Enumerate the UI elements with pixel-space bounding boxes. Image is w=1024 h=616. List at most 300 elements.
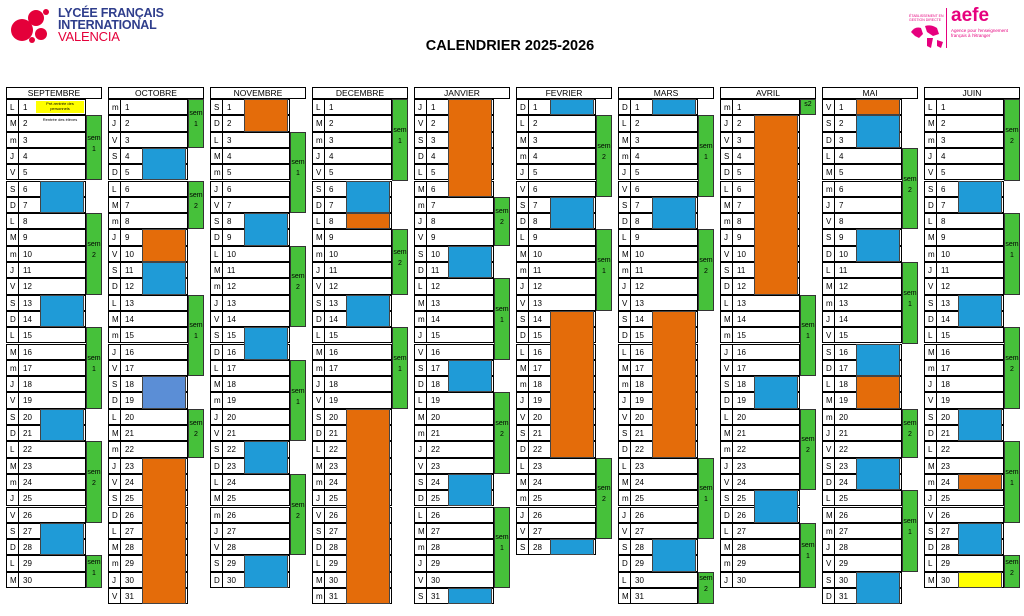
cell-divider [18,230,19,244]
week-label: sem [1005,126,1019,134]
cell-divider [18,345,19,359]
cell-divider [528,459,529,473]
day-number: 12 [941,282,950,292]
day-row [516,295,596,311]
cell-divider [834,198,835,212]
cell-divider [18,279,19,293]
day-row [720,523,800,539]
weekday-letter: m [520,380,527,390]
cell-divider [18,573,19,587]
day-number: 16 [227,347,236,357]
day-row [6,164,86,180]
month-header: OCTOBRE [108,87,204,99]
day-number: 25 [329,494,338,504]
cell-divider [528,475,529,489]
weekday-letter: S [418,135,424,145]
cell-divider [222,377,223,391]
day-number: 4 [125,151,130,161]
cell-divider [18,410,19,424]
week-number: 1 [806,553,810,561]
week-label: sem [597,143,611,151]
day-number: 11 [941,266,950,275]
day-row [516,474,596,490]
weekday-letter: M [724,429,731,438]
weekday-letter: L [724,526,729,536]
month-header: JUIN [924,87,1020,99]
day-number: 28 [329,543,338,553]
weekday-letter: V [316,282,322,292]
day-row [822,539,902,555]
day-number: 14 [431,314,440,324]
day-number: 6 [635,184,640,194]
holiday-block [652,539,696,572]
weekday-letter: L [112,184,117,194]
day-row [924,246,1004,262]
weekday-letter: L [724,184,729,194]
week-marker [86,115,102,180]
weekday-letter: M [316,575,323,585]
cell-divider [426,263,427,277]
day-number: 5 [23,168,28,178]
weekday-letter: D [316,314,322,324]
day-number: 15 [941,331,950,341]
day-number: 17 [737,363,746,373]
week-label: sem [87,240,101,248]
cell-divider [222,345,223,359]
day-row [516,148,596,164]
day-row [414,523,494,539]
cell-divider [426,214,427,228]
day-number: 30 [431,575,440,585]
cell-divider [630,165,631,179]
cell-divider [120,524,121,538]
day-row [108,99,188,115]
cell-divider [120,410,121,424]
weekday-letter: J [10,151,14,161]
weekday-letter: J [418,217,422,227]
day-row [618,458,698,474]
day-number: 28 [23,543,32,553]
cell-divider [324,116,325,130]
day-number: 9 [941,233,946,243]
day-number: 1 [839,103,844,112]
day-number: 30 [737,575,746,585]
day-row [108,197,188,213]
day-row [414,409,494,425]
day-number: 5 [839,168,844,178]
week-number: 1 [500,317,504,325]
weekday-letter: S [418,592,424,601]
cell-divider [936,508,937,522]
day-number: 2 [635,119,640,129]
weekday-letter: L [928,559,933,569]
cell-divider [732,198,733,212]
weekday-letter: M [214,266,221,275]
day-number: 29 [125,559,134,569]
cell-divider [936,279,937,293]
day-row [618,115,698,131]
week-number: 1 [194,333,198,341]
cell-divider [528,377,529,391]
cell-divider [630,312,631,326]
day-number: 5 [227,168,232,178]
cell-divider [630,263,631,277]
weekday-letter: M [826,510,833,520]
day-number: 29 [635,559,644,569]
cell-divider [426,182,427,196]
week-marker [596,458,612,540]
day-row [108,213,188,229]
cell-divider [426,296,427,310]
weekday-letter: m [10,135,17,145]
day-row [618,132,698,148]
month-header: FEVRIER [516,87,612,99]
day-number: 7 [635,200,640,210]
cell-divider [630,589,631,603]
weekday-letter: M [316,119,323,129]
weekday-letter: D [214,461,220,471]
cell-divider [426,116,427,130]
cell-divider [630,182,631,196]
weekday-letter: J [622,510,626,520]
day-number: 10 [23,249,32,259]
day-number: 4 [737,151,742,161]
day-number: 13 [23,298,32,308]
cell-divider [324,361,325,375]
day-number: 24 [329,477,338,487]
cell-divider [222,475,223,489]
week-marker [188,409,204,458]
day-number: 22 [329,445,338,455]
weekday-letter: J [418,559,422,569]
weekday-letter: L [928,217,933,227]
weekday-letter: m [520,266,527,275]
day-row [6,246,86,262]
weekday-letter: L [826,494,831,504]
weekday-letter: S [826,119,832,129]
weekday-letter: m [724,217,731,227]
cell-divider [630,540,631,554]
day-row [210,197,290,213]
day-number: 13 [635,298,644,308]
day-row [516,132,596,148]
holiday-block [142,458,186,605]
cell-divider [324,247,325,261]
weekday-letter: J [316,151,320,161]
cell-divider [324,328,325,342]
day-row [822,555,902,571]
day-row [822,523,902,539]
week-number: 1 [92,569,96,577]
week-label: sem [699,485,713,493]
day-row [924,278,1004,294]
day-row [618,262,698,278]
cell-divider [426,573,427,587]
weekday-letter: J [112,461,116,471]
weekday-letter: m [316,363,323,373]
cell-divider [120,116,121,130]
day-number: 13 [329,298,338,308]
day-row [414,344,494,360]
cell-divider [18,247,19,261]
cell-divider [120,393,121,407]
day-number: 11 [23,266,32,275]
cell-divider [936,312,937,326]
cell-divider [426,556,427,570]
week-number: 2 [704,268,708,276]
cell-divider [630,247,631,261]
cell-divider [18,540,19,554]
cell-divider [630,459,631,473]
day-number: 23 [941,461,950,471]
day-number: 1 [533,103,538,112]
day-number: 8 [125,217,130,227]
day-number: 23 [533,461,542,471]
cell-divider [732,165,733,179]
cell-divider [426,524,427,538]
cell-divider [834,214,835,228]
week-number: 1 [908,300,912,308]
weekday-letter: J [622,396,626,406]
cell-divider [834,377,835,391]
day-number: 21 [941,429,950,438]
day-row [516,246,596,262]
week-label: sem [699,574,713,582]
cell-divider [630,361,631,375]
day-number: 29 [839,559,848,569]
holiday-block [958,523,1002,556]
cell-divider [834,459,835,473]
weekday-letter: V [826,103,832,112]
cell-divider [426,410,427,424]
week-number: 2 [908,186,912,194]
cell-divider [324,491,325,505]
weekday-letter: M [418,298,425,308]
day-number: 25 [125,494,134,504]
day-number: 1 [737,103,742,112]
day-number: 17 [941,363,950,373]
week-marker [290,474,306,556]
weekday-letter: J [112,119,116,129]
day-number: 26 [227,510,236,520]
day-number: 27 [737,526,746,536]
holiday-block [754,490,798,523]
day-row [618,148,698,164]
aefe-status-label: ÉTABLISSEMENT EN GESTION DIRECTE [909,14,944,22]
day-number: 30 [125,575,134,585]
day-number: 21 [635,429,644,438]
day-number: 9 [431,233,436,243]
day-number: 14 [329,314,338,324]
weekday-letter: M [112,200,119,210]
cell-divider [834,442,835,456]
day-number: 24 [737,477,746,487]
cell-divider [936,410,937,424]
aefe-logo [905,6,1020,52]
weekday-letter: D [214,575,220,585]
weekday-letter: V [214,429,220,438]
day-number: 11 [737,266,746,275]
weekday-letter: M [10,119,17,129]
day-number: 28 [635,543,644,553]
day-number: 12 [635,282,644,292]
cell-divider [120,100,121,114]
day-row [6,262,86,278]
day-number: 7 [533,200,538,210]
cell-divider [936,230,937,244]
weekday-letter: S [214,103,220,112]
day-number: 12 [431,282,440,292]
weekday-letter: V [520,526,526,536]
weekday-letter: V [826,559,832,569]
day-row [312,229,392,245]
day-number: 20 [839,412,848,422]
day-number: 18 [329,380,338,390]
week-label: sem [393,248,407,256]
weekday-letter: M [928,575,935,585]
day-number: 13 [533,298,542,308]
month-header: AVRIL [720,87,816,99]
day-row [924,99,1004,115]
weekday-letter: D [928,543,934,553]
holiday-block [40,181,84,214]
weekday-letter: L [826,151,831,161]
weekday-letter: V [316,510,322,520]
cell-divider [324,426,325,440]
weekday-letter: m [112,331,119,341]
day-number: 22 [125,445,134,455]
day-number: 22 [635,445,644,455]
cell-divider [18,524,19,538]
day-number: 24 [431,477,440,487]
cell-divider [18,100,19,114]
cell-divider [426,279,427,293]
week-number: 2 [806,447,810,455]
day-number: 19 [737,396,746,406]
cell-divider [324,230,325,244]
day-row [822,197,902,213]
cell-divider [18,263,19,277]
day-number: 16 [23,347,32,357]
day-row [210,409,290,425]
day-number: 17 [23,363,32,373]
day-number: 22 [839,445,848,455]
cell-divider [936,263,937,277]
weekday-letter: M [724,543,731,553]
day-row [6,132,86,148]
day-row [822,327,902,343]
day-number: 26 [431,510,440,520]
cell-divider [120,508,121,522]
weekday-letter: D [622,445,628,455]
day-number: 11 [125,266,134,275]
day-number: 19 [635,396,644,406]
day-number: 14 [941,314,950,324]
day-row [414,327,494,343]
weekday-letter: V [418,347,424,357]
weekday-letter: V [928,510,934,520]
weekday-letter: J [724,575,728,585]
day-number: 27 [227,526,236,536]
weekday-letter: m [622,151,629,161]
day-number: 31 [431,592,440,601]
weekday-letter: J [112,575,116,585]
cell-divider [324,149,325,163]
day-row [210,148,290,164]
day-number: 30 [839,575,848,585]
weekday-letter: S [520,200,526,210]
week-marker [188,181,204,230]
weekday-letter: D [928,429,934,438]
day-number: 26 [23,510,32,520]
day-number: 10 [737,249,746,259]
weekday-letter: m [112,103,119,112]
cell-divider [936,491,937,505]
day-number: 6 [227,184,232,194]
day-number: 16 [329,347,338,357]
cell-divider [732,573,733,587]
cell-divider [222,230,223,244]
day-row [414,572,494,588]
day-row [6,376,86,392]
cell-divider [18,198,19,212]
day-row [414,458,494,474]
day-number: 7 [431,200,436,210]
day-number: 25 [533,494,542,504]
day-row [618,490,698,506]
week-marker [290,360,306,442]
weekday-letter: m [316,592,323,601]
day-row [414,295,494,311]
day-row [618,572,698,588]
weekday-letter: D [928,314,934,324]
cell-divider [732,279,733,293]
weekday-letter: m [214,510,221,520]
day-row [516,278,596,294]
weekday-letter: D [418,494,424,504]
day-row [924,132,1004,148]
weekday-letter: m [826,412,833,422]
cell-divider [834,508,835,522]
weekday-letter: J [10,494,14,504]
day-row [414,278,494,294]
weekday-letter: V [928,282,934,292]
logo-circles-icon [8,4,54,46]
weekday-letter: J [214,412,218,422]
weekday-letter: M [10,347,17,357]
day-number: 26 [635,510,644,520]
day-number: 22 [737,445,746,455]
weekday-letter: S [622,429,628,438]
weekday-letter: D [826,249,832,259]
cell-divider [426,100,427,114]
day-number: 22 [941,445,950,455]
weekday-letter: L [10,559,15,569]
cell-divider [630,296,631,310]
day-number: 4 [635,151,640,161]
day-number: 27 [635,526,644,536]
weekday-letter: M [928,233,935,243]
day-row [924,229,1004,245]
weekday-letter: S [418,363,424,373]
cell-divider [120,198,121,212]
cell-divider [324,165,325,179]
day-row [924,213,1004,229]
week-label: sem [801,322,815,330]
cell-divider [18,377,19,391]
cell-divider [222,442,223,456]
cell-divider [426,149,427,163]
